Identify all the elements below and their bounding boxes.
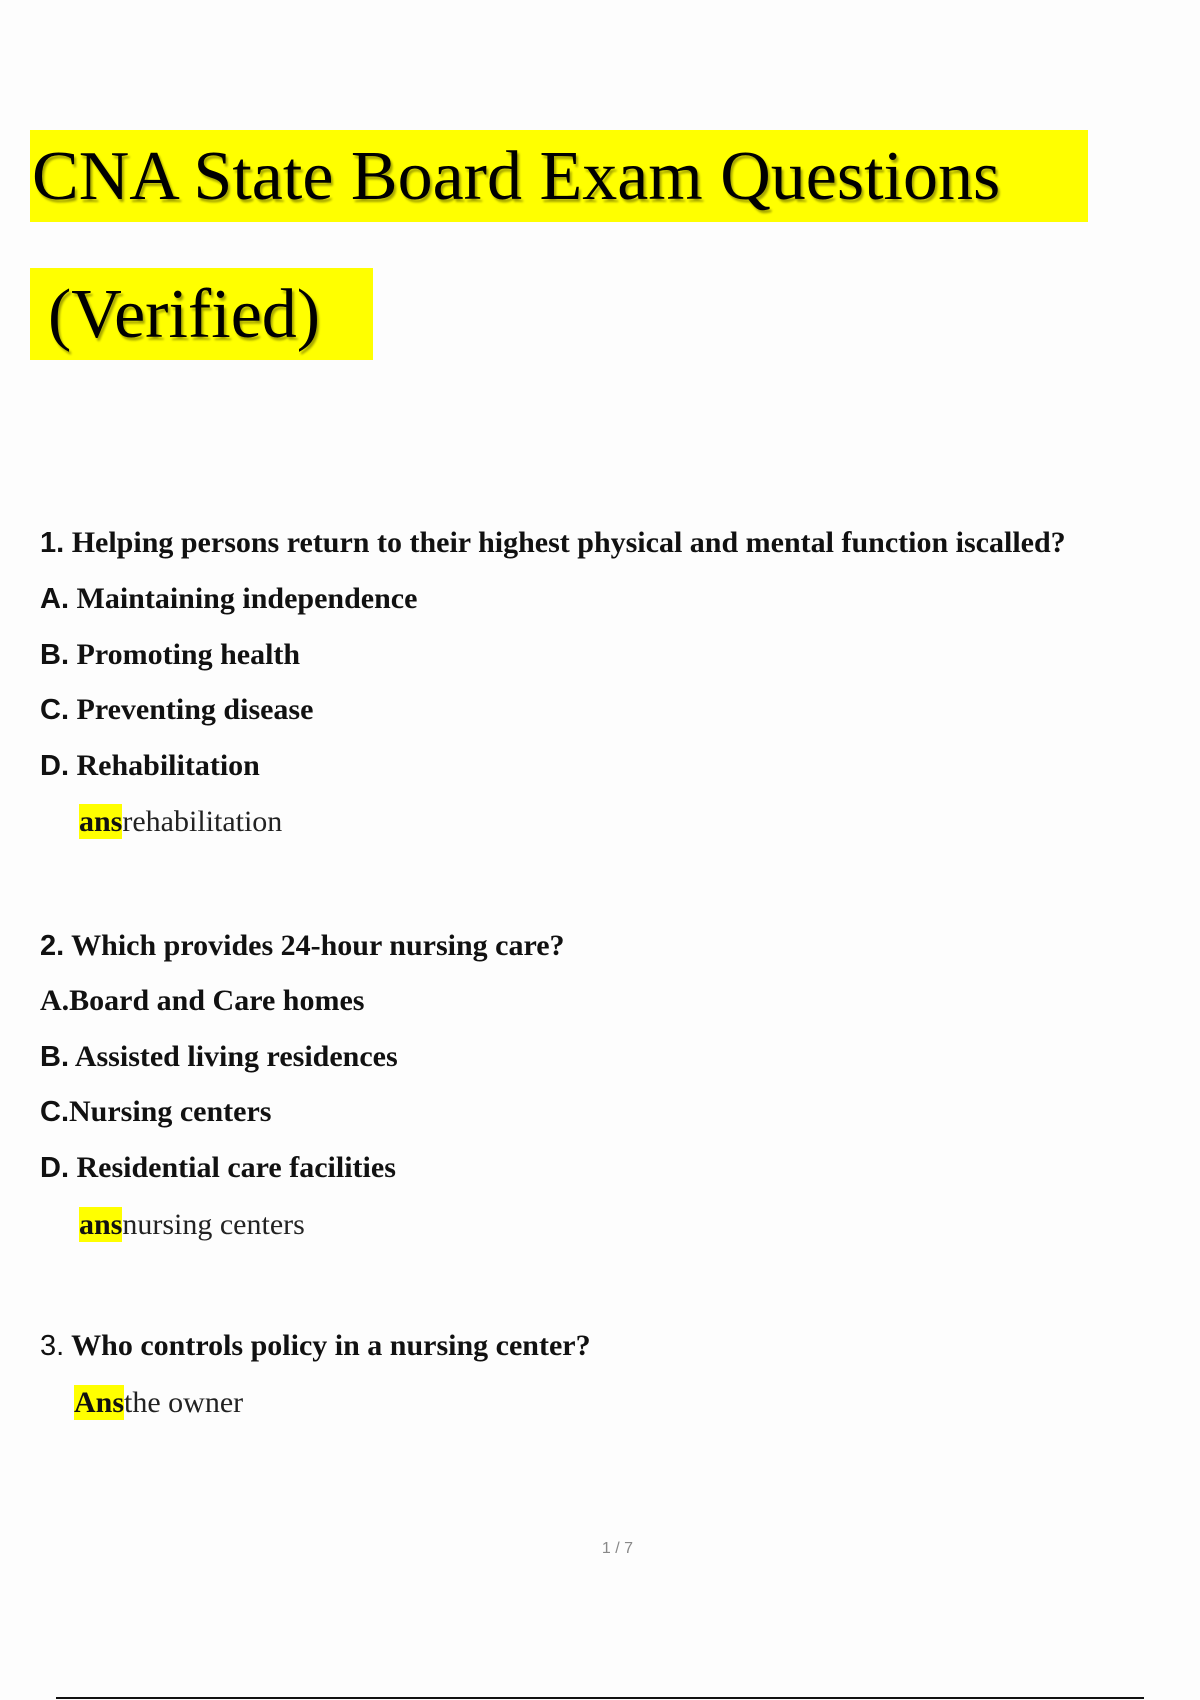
question-3: [40, 1329, 591, 1363]
bottom-divider: [56, 1697, 1144, 1699]
option-label: A.: [40, 583, 69, 615]
option-text: Assisted living residences: [69, 1040, 398, 1073]
option-label: B.: [40, 639, 69, 671]
question-number: 1.: [40, 527, 65, 559]
answer-key-highlight: ans: [79, 805, 123, 838]
question-2-option-d: [40, 1151, 396, 1185]
option-text: Board and Care homes: [69, 984, 365, 1017]
question-text: Which provides 24-hour nursing care?: [64, 929, 565, 962]
option-label: C.: [40, 1096, 69, 1128]
option-label: D.: [40, 750, 69, 782]
page-indicator: 1 / 7: [601, 1540, 634, 1557]
answer-text: rehabilitation: [122, 805, 283, 838]
answer-text: nursing centers: [122, 1208, 305, 1241]
option-label: D.: [40, 1152, 69, 1184]
question-2: [40, 929, 565, 963]
option-text: Residential care facilities: [69, 1151, 396, 1184]
question-1-answer: [79, 805, 282, 838]
answer-key-highlight: Ans: [74, 1386, 125, 1419]
option-label: A.: [40, 984, 70, 1017]
title-line-2: (Verified): [30, 268, 373, 360]
question-1: [40, 526, 1066, 560]
question-number: 2.: [40, 930, 65, 962]
option-text: Rehabilitation: [69, 749, 260, 782]
question-1-option-b: [40, 638, 300, 672]
question-text: Who controls policy in a nursing center?: [64, 1329, 591, 1362]
title-line-1: CNA State Board Exam Questions: [30, 130, 1088, 222]
question-1-option-a: [40, 582, 417, 616]
question-1-option-c: [40, 693, 313, 727]
question-2-option-b: [40, 1040, 398, 1074]
option-label: C.: [40, 694, 69, 726]
option-label: B.: [40, 1041, 69, 1073]
answer-key-highlight: ans: [79, 1208, 123, 1241]
option-text: Promoting health: [69, 638, 301, 671]
option-text: Maintaining independence: [69, 582, 418, 615]
question-2-option-c: [40, 1095, 271, 1129]
option-text: Nursing centers: [69, 1095, 272, 1128]
question-number: 3.: [40, 1330, 65, 1362]
answer-text: the owner: [124, 1386, 244, 1419]
question-1-option-d: [40, 749, 260, 783]
question-3-answer: [74, 1386, 243, 1419]
question-text: Helping persons return to their highest physical and mental function iscalled?: [64, 526, 1066, 559]
option-text: Preventing disease: [69, 693, 314, 726]
question-2-option-a: [40, 984, 364, 1017]
question-2-answer: [79, 1208, 305, 1241]
